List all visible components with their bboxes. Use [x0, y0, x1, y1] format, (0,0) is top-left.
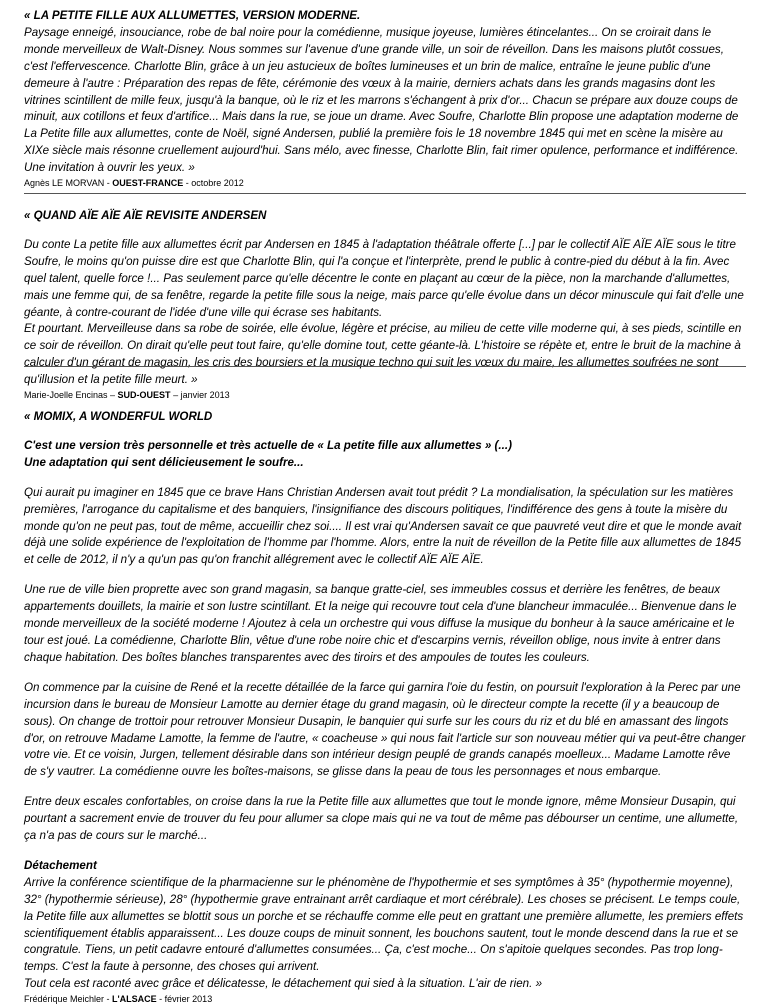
- review-paragraph: Paysage enneigé, insouciance, robe de bal noire pour la comédienne, musique joyeuse, lumières étincelantes... On se croirait dans le monde merveilleux de Walt-Disney. Nous sommes sur l'avenue d'une grande ville, un soir de réveillon. Dans les maisons plutôt cossues, c'est l'effervescence. Charlotte Blin, grâce à un jeu astucieux de boîtes lumineuses et un brin de malice, entraîne le jeune public d'une demeure à l'autre : Préparation des repas de fête, cérémonie des vœux à la mairie, derniers achats dans les grands magasins dont les vitrines scintillent de mille feux, jusqu'à la banque, où le riz et les marrons s'échangent à prix d'or... Chacun se prépare aux douze coups de minuit, aux cotillons et feux d'artifice... Mais dans la rue, se joue un drame. Avec Soufre, Charlotte Blin propose une adaptation moderne de La Petite fille aux allumettes, conte de Noël, signé Andersen, publié la première fois le 18 novembre 1845 qui met en scène la misère au XIXe siècle mais résonne cruellement aujourd'hui. Sans mélo, avec finesse, Charlotte Blin, fait rimer opulence, performance et indifférence. Une invitation à ouvrir les yeux. »: [24, 25, 739, 175]
- review-credit: [24, 993, 746, 1005]
- review-l-alsace: [24, 409, 746, 1005]
- credit-outlet: OUEST-FRANCE: [112, 178, 184, 189]
- review-paragraph: Qui aurait pu imaginer en 1845 que ce brave Hans Christian Andersen avait tout prédit ? La mondialisation, la spéculation sur les matières premières, l'arrogance du capitalisme et des banquiers, l'insignifiance des discours politiques, l'indifférence des gens à toute la misère du monde qu'on ne peut pas, tout de même, accueillir chez soi.... Il est vrai qu'Andersen savait ce que pauvreté veut dire et que le monde avait déjà une solide expérience de l'exploitation de l'homme par l'homme. Alors, entre la nuit de réveillon de la Petite fille aux allumettes de 1845 et celle de 2012, il n'y a qu'un pas qu'on franchit allégrement avec le collectif AÏE AÏE AÏE.: [24, 485, 742, 567]
- review-paragraph: Entre deux escales confortables, on croise dans la rue la Petite fille aux allumettes que tout le monde ignore, même Monsieur Dusapin, qui pourtant a sacrement envie de trouver du feu pour allumer sa clope mais qui ne va tout de même pas débourser un centime, une allumette, ça n'a pas de cours sur le marché...: [24, 795, 739, 843]
- review-paragraph: Une rue de ville bien proprette avec son grand magasin, sa banque gratte-ciel, ses immeubles cossus et derrière les fenêtres, de beaux appartements douillets, la mairie et son lustre scintillant. Et la neige qui recouvre tout cela d'une blancheur immaculée... Bienvenue dans le monde merveilleux de la société moderne ! Ajoutez à cela un orchestre qui vous diffuse la musique du bonheur à la sauce américaine et le tour est joué. La comédienne, Charlotte Blin, vêtue d'une robe noire chic et d'escarpins vernis, réveillon oblige, nous invite à entrer dans chaque habitation. Des boîtes blanches transparentes avec des tiroirs et des ampoules de toutes les couleurs.: [24, 583, 737, 664]
- review-title: « MOMIX, A WONDERFUL WORLD: [24, 410, 213, 423]
- credit-date: - octobre 2012: [183, 178, 244, 189]
- credit-outlet: SUD-OUEST: [117, 390, 171, 401]
- review-paragraph: Tout cela est raconté avec grâce et délicatesse, le détachement qui sied à la situation. L'air de rien. »: [24, 977, 543, 991]
- review-title: « LA PETITE FILLE AUX ALLUMETTES, VERSION MODERNE.: [24, 9, 361, 22]
- review-lead: Une adaptation qui sent délicieusement le soufre...: [24, 455, 304, 469]
- review-paragraph: Arrive la conférence scientifique de la pharmacienne sur le phénomène de l'hypothermie et ses symptômes à 35° (hypothermie moyenne), 32° (hypothermie sérieuse), 28° (hypothermie grave entrainant arrêt cardiaque et mort cérébrale). Les choses se précisent. Le temps coule, la Petite fille aux allumettes se blottit sous un porche et se réchauffe comme elle peut en grattant une première allumette, les premiers effets scientifiquement établis apparaissent... Les douze coups de minuit sonnent, les bouchons sautent, tout le monde descend dans la rue et se congratule. Tiens, un petit cadavre entouré d'allumettes consumées... Ça, c'est moche... On s'apitoie quelques secondes. Pas trop long- temps. C'est la faute à personne, des choses qui arrivent.: [24, 875, 744, 974]
- review-paragraph: On commence par la cuisine de René et la recette détaillée de la farce qui garnira l'oie du festin, on poursuit l'exploration à la Perec par une incursion dans le bureau de Monsieur Lamotte au dernier étage du grand magasin, où le directeur compte la recette (il y a beaucoup de sous). On change de trottoir pour retrouver Monsieur Dusapin, le banquier qui surfe sur les cours du riz et du blé en amassant des lingots d'or, on retrouve Madame Lamotte, la femme de l'autre, « coacheuse » qui nous fait l'article sur son nouveau métier qui va peut-être changer votre vie. Et ce voisin, Jurgen, tellement désirable dans son intérieur design peuplé de grands canapés moelleux... Madame Lamotte rêve de s'y vautrer. La comédienne ouvre les boîtes-maisons, se glisse dans la peau de tous les personnages et nous embarque.: [24, 680, 746, 779]
- credit-outlet: L'ALSACE: [112, 994, 157, 1005]
- review-paragraph: Du conte La petite fille aux allumettes écrit par Andersen en 1845 à l'adaptation théâtrale offerte [...] par le collectif AÏE AÏE AÏE sous le titre Soufre, le moins qu'on puisse dire est que Charlotte Blin, qui l'a conçue et l'interprète, prend le public à contre-pied du début à la fin. Avec quel talent, quelle force !... Pas seulement parce qu'elle décentre le conte en plaçant au cœur de la pièce, non la marchande d'allumettes, mais une femme qui, de sa fenêtre, regarde la petite fille sous la neige, mais parce qu'elle évolue dans un décor minuscule qui fait d'elle une géante, à contre-courant de l'idée d'une ville qui écrase ses habitants.: [24, 237, 744, 319]
- review-paragraph: Et pourtant. Merveilleuse dans sa robe de soirée, elle évolue, légère et précise, au milieu de cette ville moderne qui, à ses pieds, scintille en ce soir de réveillon. On dirait qu'elle peut tout faire, qu'elle domine tout, cette géante-là. L'histoire se répète et, entre le bruit de la machine à calculer d'un gérant de magasin, les cris des boursiers et la musique techno qui suit les vœux du maire, les allumettes soufrées ne sont qu'illusion et la petite fille meurt. »: [24, 322, 742, 387]
- review-ouest-france: [24, 8, 746, 189]
- section-divider: [24, 366, 746, 367]
- review-credit: [24, 389, 746, 401]
- review-subheading: Détachement: [24, 858, 97, 872]
- review-sud-ouest: [24, 208, 746, 401]
- review-credit: [24, 177, 746, 189]
- credit-date: - février 2013: [156, 994, 213, 1005]
- credit-author: Frédérique Meichler -: [24, 994, 113, 1005]
- review-title: « QUAND AÏE AÏE AÏE REVISITE ANDERSEN: [24, 209, 267, 222]
- credit-author: Marie-Joelle Encinas –: [24, 390, 118, 401]
- section-divider: [24, 193, 746, 194]
- review-lead: C'est une version très personnelle et très actuelle de « La petite fille aux allumettes » (...): [24, 438, 512, 452]
- credit-date: – janvier 2013: [170, 390, 230, 401]
- credit-author: Agnès LE MORVAN -: [24, 178, 113, 189]
